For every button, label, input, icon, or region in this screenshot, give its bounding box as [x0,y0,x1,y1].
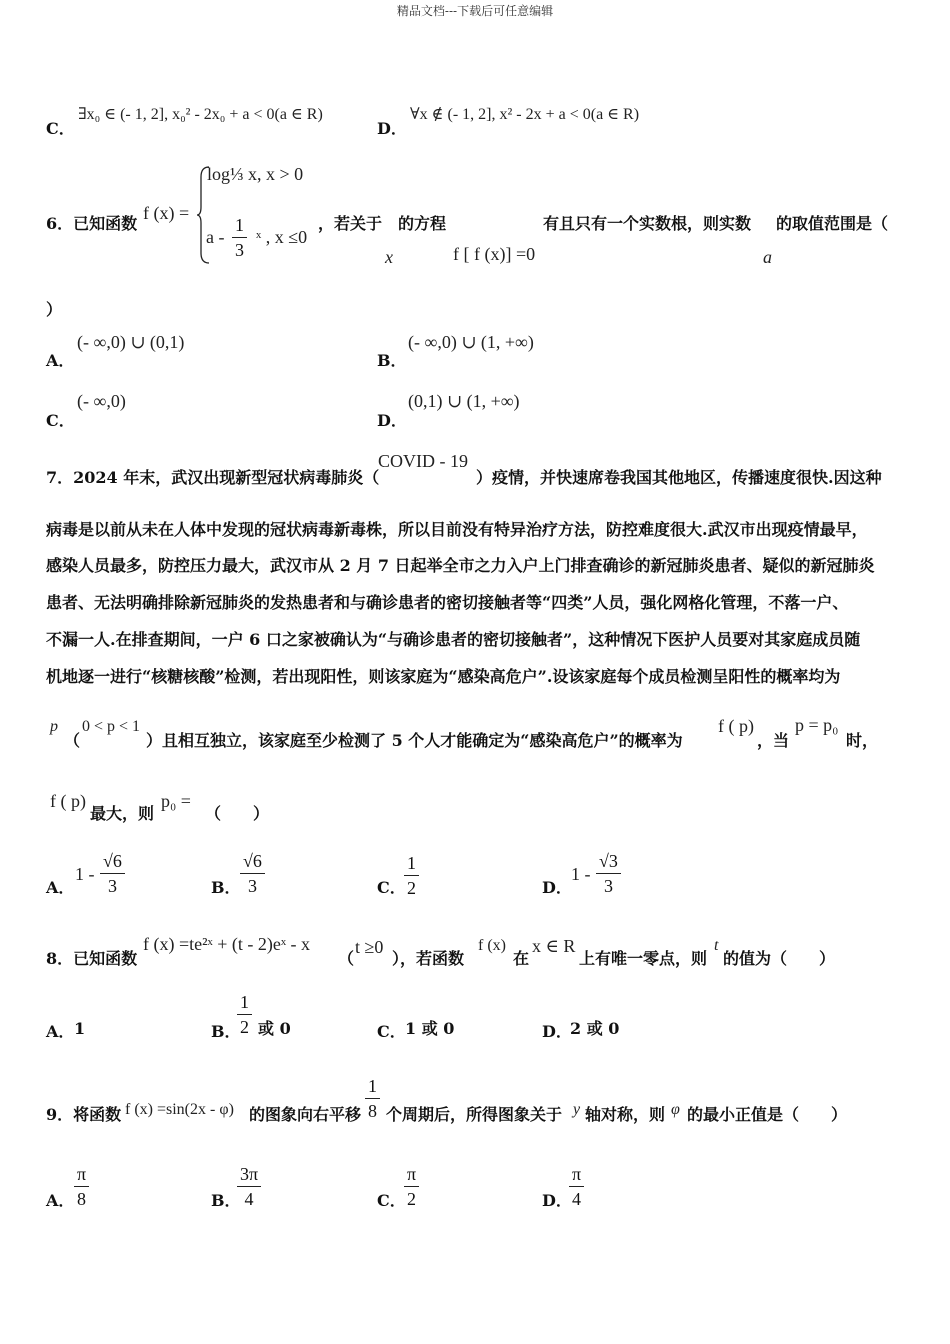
q8-option-c-label: C． [377,1022,406,1041]
q5-option-d-label: D． [377,119,407,138]
q9-frac-den: 8 [368,1101,377,1121]
q8-option-b-den: 2 [240,1017,249,1037]
q9-text-2: 个周期后，所得图象关于 [386,1105,563,1124]
q9-fraction [365,1075,380,1122]
q6-frac-num: 1 [232,214,247,238]
q9-frac-num: 1 [365,1075,380,1099]
q8-function: f (x) =te²ˣ + (t - 2)eˣ - x [143,934,311,954]
q6-option-d-math: (0,1) ∪ (1, +∞) [408,391,520,411]
q7-line-3: 感染人员最多，防控压力最大，武汉市从 2 月 7 日起举全市之力入户上门排查确诊的新冠肺炎患者、疑似的新冠肺炎 [46,556,875,575]
q7-line-6: 机地逐一进行“核糖核酸”检测，若出现阳性，则该家庭为“感染高危户”.设该家庭每个成员检测呈阳性的概率均为 [46,667,841,686]
q6-option-b-math: (- ∞,0) ∪ (1, +∞) [408,332,534,352]
q6-option-b-label: B． [377,351,407,370]
q6-option-c-label: C． [46,411,75,430]
q7-line-2: 病毒是以前从未在人体中发现的冠状病毒新毒株，所以目前没有特异治疗方法，防控难度很大.武汉市出现疫情最早， [46,520,868,539]
q7-covid: COVID - 19 [378,451,468,471]
q7-line-5: 不漏一人.在排查期间，一户 6 口之家被确认为“与确诊患者的密切接触者”，这种情况下医护人员要对其家庭成员随 [46,630,861,649]
q7-line-7-a: ）且相互独立，该家庭至少检测了 5 个人才能确定为“感染高危户”的概率为 [146,731,683,750]
q9-option-a-label: A． [46,1191,75,1210]
q9-phi: φ [671,1101,680,1118]
q6-case-2-a: a - [206,227,225,247]
q8-option-b-label: B． [211,1022,241,1041]
q6-option-d-label: D． [377,411,407,430]
q9-option-d-num: π [569,1163,584,1187]
q9-number: 9．将函数 [46,1105,122,1124]
q9-function: f (x) =sin(2x - φ) [125,1101,234,1118]
q7-option-a-num: √6 [100,850,125,874]
q8-option-a-text: 1 [74,1019,86,1038]
q5-option-c-math: ∃x₀ ∈ (- 1, 2], x₀² - 2x₀ + a < 0(a ∈ R) [78,106,323,123]
q7-line-8-b: （ ） [205,804,270,823]
q7-fp-2: f ( p) [50,791,86,811]
q8-option-b-fraction [237,991,252,1038]
q8-option-b-text: 或 0 [258,1019,291,1038]
q7-p0: p₀ = [161,791,191,811]
q7-fp: f ( p) [718,716,754,736]
q9-option-b-fraction [237,1163,261,1210]
q6-option-c-math: (- ∞,0) [77,391,126,411]
q7-option-d-label: D． [542,878,572,897]
q8-paren: （ [338,949,355,968]
q9-text-3: 轴对称，则 [585,1105,666,1124]
q8-domain: x ∈ R [532,936,576,956]
q8-condition: t ≥0 [355,937,384,957]
q7-paren-open: （ [64,731,81,750]
q6-number: 6．已知函数 [46,214,138,233]
q6-option-a-math: (- ∞,0) ∪ (0,1) [77,332,185,352]
q7-option-a-den: 3 [107,876,117,896]
q6-case-1: log⅓ x, x > 0 [207,164,304,184]
q7-option-c-den: 2 [407,878,416,898]
q7-option-a-label: A． [46,878,75,897]
q7-option-b-label: B． [211,878,241,897]
q6-text-4: 的取值范围是（ [776,214,889,233]
q7-line-7-b: ，当 [757,731,790,750]
q9-option-d-den: 4 [572,1189,582,1209]
q7-line-1-a: 7．2024 年末，武汉出现新型冠状病毒肺炎（ [46,468,380,487]
q6-case-2-fraction [232,214,247,261]
q7-option-c-label: C． [377,878,406,897]
q8-text-1: ），若函数 [392,949,465,968]
q7-option-d-pre: 1 - [571,864,591,884]
q9-option-c-num: π [404,1163,419,1187]
q7-option-c-num: 1 [404,852,419,876]
q6-case-2-rest: ˣ , x ≤0 [256,227,308,247]
q6-function: f (x) = [143,203,190,223]
page-header: 精品文档---下载后可任意编辑 [396,4,554,18]
q7-p-eq-p0: p = p₀ [795,715,839,735]
q7-line-8-a: 最大，则 [90,804,155,823]
q7-line-4: 患者、无法明确排除新冠肺炎的发热患者和与确诊患者的密切接触者等“四类”人员，强化网格化管理，不落一户、 [46,593,849,612]
q9-option-d-fraction [569,1163,584,1210]
q8-text-4: 的值为（ ） [723,949,836,968]
q7-line-7-c: 时， [846,731,879,750]
q7-option-a-fraction [100,850,125,897]
q8-option-d-text: 2 或 0 [570,1019,620,1038]
q7-option-a-pre: 1 - [75,864,95,884]
q7-p: p [50,718,58,735]
q8-text-3: 上有唯一零点，则 [579,949,708,968]
q6-equation: f [ f (x)] =0 [453,244,536,264]
q9-option-c-den: 2 [407,1189,417,1209]
q9-option-a-den: 8 [77,1189,87,1209]
q9-text-4: 的最小正值是（ ） [687,1105,848,1124]
q6-text-2: 的方程 [398,214,447,233]
q6-frac-den: 3 [235,240,244,260]
q8-t: t [714,937,719,954]
q5-option-c-label: C． [46,119,75,138]
q8-option-a-label: A． [46,1022,75,1041]
q8-option-b-num: 1 [237,991,252,1015]
q6-close-paren: ） [46,300,63,319]
q8-option-c-text: 1 或 0 [405,1019,455,1038]
q7-line-1-b: ）疫情，并快速席卷我国其他地区，传播速度很快.因这种 [476,468,882,487]
q8-text-2: 在 [513,949,530,968]
q8-number: 8．已知函数 [46,949,138,968]
q6-text-1: ，若关于 [318,214,383,233]
q6-var-x: x [385,247,393,267]
q9-option-b-label: B． [211,1191,241,1210]
q9-option-a-fraction [74,1163,89,1210]
q8-fx: f (x) [478,937,506,954]
q7-option-b-den: 3 [247,876,257,896]
q5-option-d-math: ∀x ∉ (- 1, 2], x² - 2x + a < 0(a ∈ R) [410,106,640,123]
q7-option-d-fraction [596,850,621,897]
q8-option-d-label: D． [542,1022,572,1041]
q9-text-1: 的图象向右平移 [249,1105,362,1124]
q9-option-b-den: 4 [244,1189,254,1209]
q7-condition: 0 < p < 1 [82,718,141,735]
q9-option-c-fraction [404,1163,419,1210]
q9-y: y [573,1101,581,1118]
q7-option-b-fraction [240,850,265,897]
q6-text-3: 有且只有一个实数根，则实数 [543,214,752,233]
q6-option-a-label: A． [46,351,75,370]
q9-option-a-num: π [74,1163,89,1187]
q7-option-d-num: √3 [596,850,621,874]
q7-option-c-fraction [404,852,419,899]
q9-option-c-label: C． [377,1191,406,1210]
q9-option-b-num: 3π [237,1163,261,1187]
q7-option-d-den: 3 [603,876,613,896]
q7-option-b-num: √6 [240,850,265,874]
q9-option-d-label: D． [542,1191,572,1210]
q6-var-a: a [763,247,772,267]
